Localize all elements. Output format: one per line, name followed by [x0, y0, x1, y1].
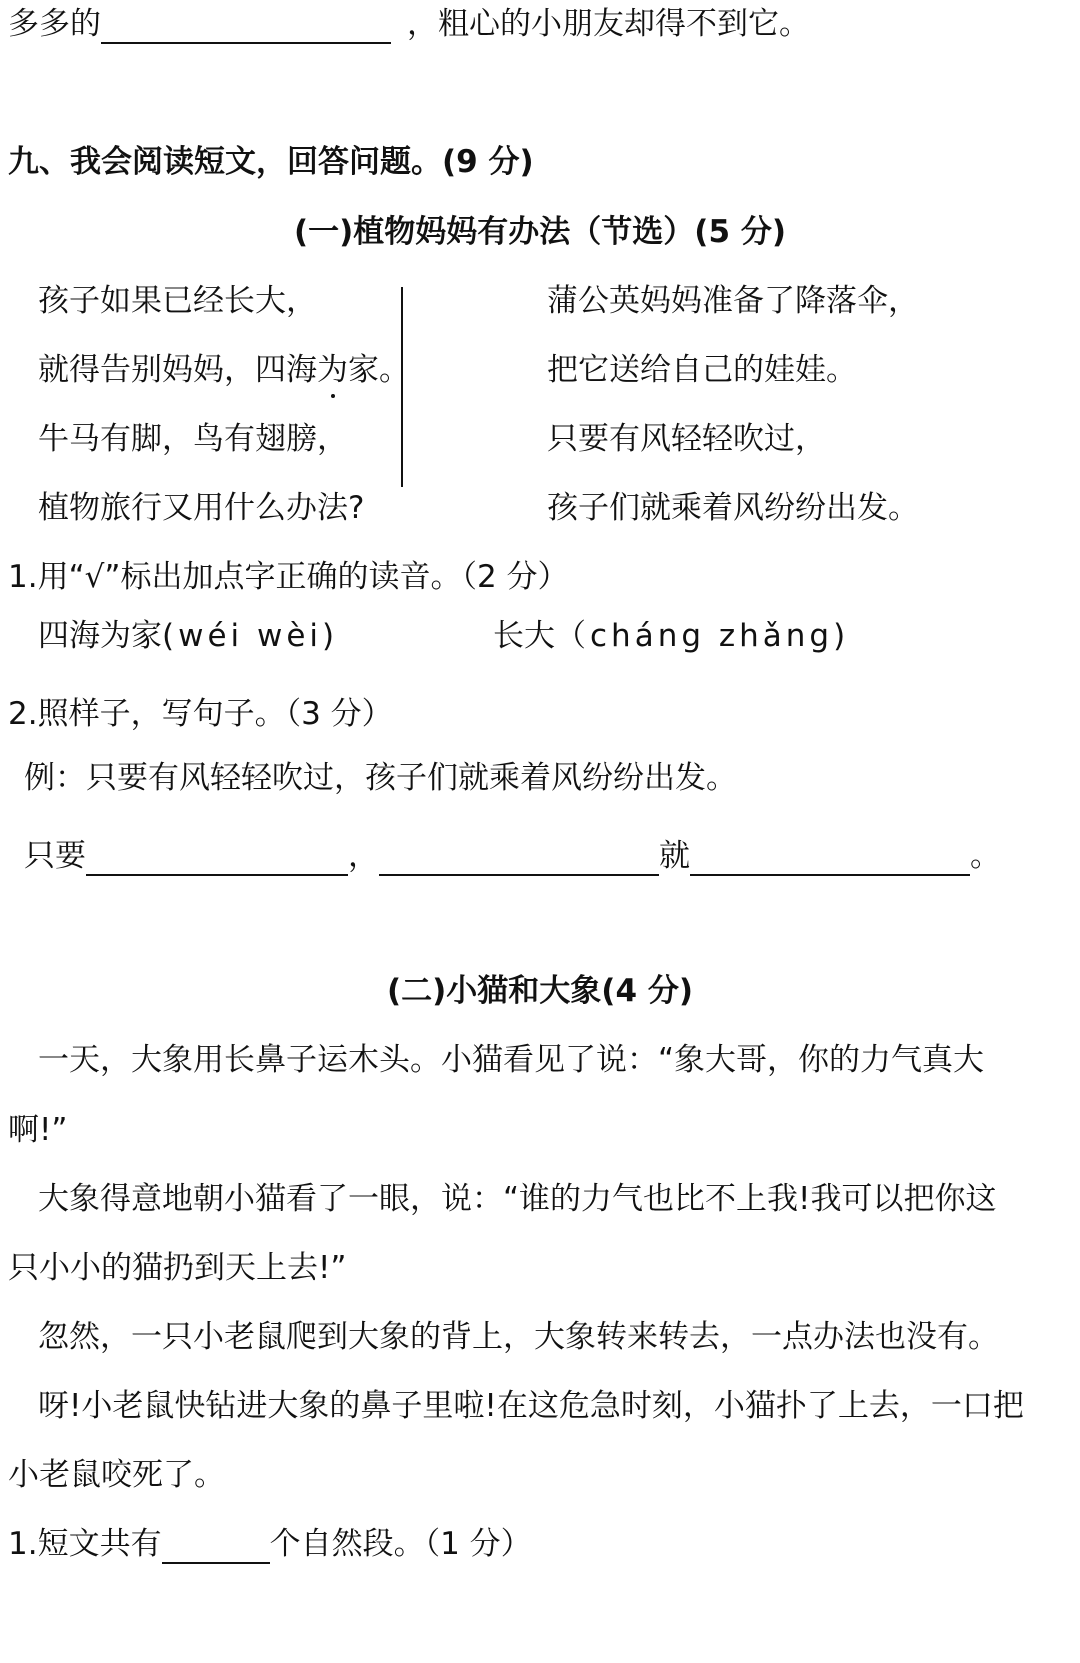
pinyin-options-2[interactable]: （cháng zhǎng)	[555, 618, 850, 654]
story-p4-line2: 小老鼠咬死了。	[8, 1457, 225, 1493]
sentence-fill-line	[24, 836, 1001, 876]
question-1-label: 1.用“√”标出加点字正确的读音。（2 分）	[8, 559, 569, 595]
q3-prefix: 1.短文共有	[8, 1526, 162, 1562]
passage1-title: (一)植物妈妈有办法（节选）(5 分)	[293, 214, 787, 250]
top-line-suffix: ，粗心的小朋友却得不到它。	[407, 6, 810, 42]
pinyin-item-2	[493, 616, 849, 656]
fill-blank-3[interactable]	[690, 844, 970, 876]
question-3-line	[8, 1524, 532, 1564]
fill-prefix: 只要	[24, 838, 86, 874]
paragraph-count-blank[interactable]	[162, 1532, 270, 1564]
fill-blank-1[interactable]	[86, 844, 348, 876]
question-2-label: 2.照样子，写句子。（3 分）	[8, 696, 393, 732]
poem-left-line-1: 孩子如果已经长大，	[38, 283, 317, 319]
top-fill-line	[8, 4, 810, 44]
poem-right-line-1: 蒲公英妈妈准备了降落伞，	[547, 283, 919, 319]
fill-mid: 就	[659, 838, 690, 874]
story-p2-line2: 只小小的猫扔到天上去!”	[8, 1250, 347, 1286]
poem-left-line-2: 就得告别妈妈，四海为家。	[38, 352, 410, 388]
pinyin-word-1: 四海为家	[38, 618, 162, 654]
story-p4-line1: 呀!小老鼠快钻进大象的鼻子里啦!在这危急时刻，小猫扑了上去，一口把	[38, 1388, 1024, 1424]
poem-right-line-3: 只要有风轻轻吹过，	[547, 421, 826, 457]
story-p2-line1: 大象得意地朝小猫看了一眼，说：“谁的力气也比不上我!我可以把你这	[38, 1181, 997, 1217]
dotted-char-wei: 为	[317, 352, 348, 388]
story-p1-line2: 啊!”	[8, 1112, 68, 1148]
passage2-title: (二)小猫和大象(4 分)	[386, 973, 694, 1009]
pinyin-item-1	[38, 616, 338, 656]
poem-right-line-4: 孩子们就乘着风纷纷出发。	[547, 490, 919, 526]
top-line-prefix: 多多的	[8, 6, 101, 42]
top-answer-blank[interactable]	[101, 12, 391, 44]
example-sentence: 例：只要有风轻轻吹过，孩子们就乘着风纷纷出发。	[24, 760, 737, 796]
poem-right-line-2: 把它送给自己的娃娃。	[547, 352, 857, 388]
story-p3: 忽然，一只小老鼠爬到大象的背上，大象转来转去，一点办法也没有。	[38, 1319, 999, 1355]
pinyin-word-2: 长大	[493, 618, 555, 654]
fill-blank-2[interactable]	[379, 844, 659, 876]
story-p1-line1: 一天，大象用长鼻子运木头。小猫看见了说：“象大哥，你的力气真大	[38, 1042, 985, 1078]
poem-left-line-3: 牛马有脚，鸟有翅膀，	[38, 421, 348, 457]
fill-comma: ，	[348, 838, 379, 874]
pinyin-options-1[interactable]: (wéi wèi)	[162, 618, 339, 654]
fill-end: 。	[970, 838, 1001, 874]
poem-left-line-4: 植物旅行又用什么办法?	[38, 490, 365, 526]
section-heading: 九、我会阅读短文，回答问题。(9 分)	[8, 144, 534, 180]
q3-suffix: 个自然段。（1 分）	[269, 1526, 532, 1562]
